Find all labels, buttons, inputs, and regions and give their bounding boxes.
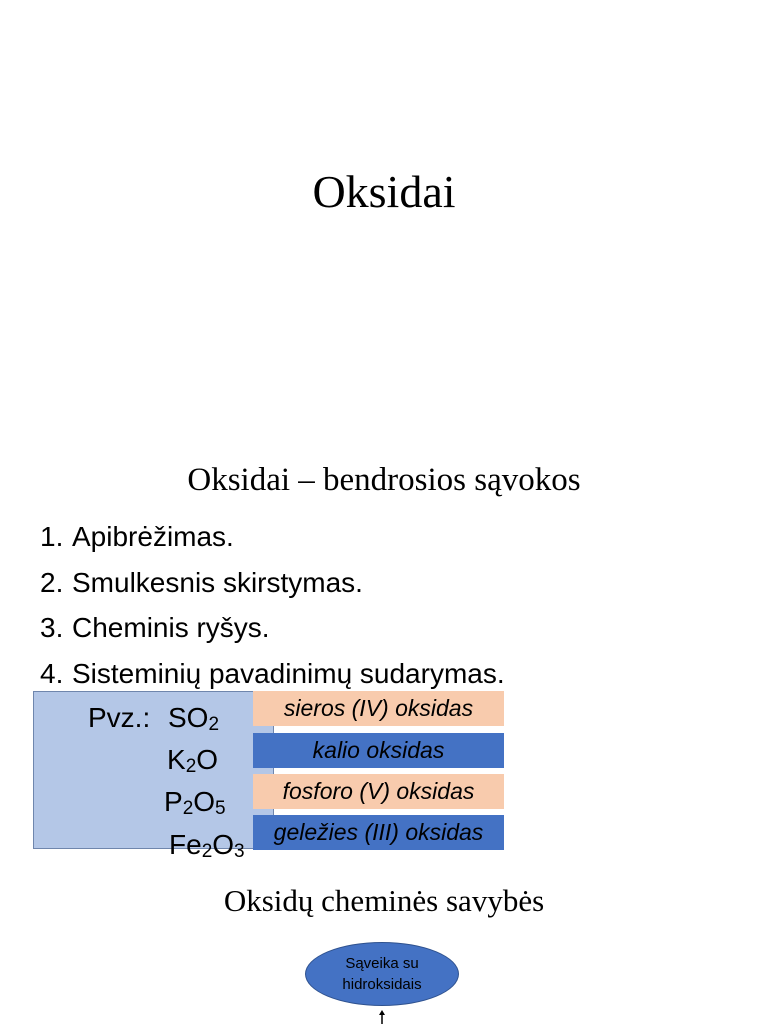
- list-item-number: 4.: [40, 657, 64, 689]
- list-item-text: Cheminis ryšys.: [72, 612, 270, 643]
- list-item-text: Smulkesnis skirstymas.: [72, 566, 363, 598]
- list-item: [40, 514, 505, 560]
- diagram-node-label: Sąveika su hidroksidais: [342, 955, 422, 993]
- formula-element: O: [193, 786, 216, 817]
- formula-k2o: [167, 744, 218, 783]
- concept-list: [40, 514, 505, 696]
- formula-subscript: 2: [182, 798, 194, 819]
- list-item-text: Sisteminių pavadinimų sudarymas.: [72, 657, 505, 689]
- formula-subscript: 2: [185, 756, 197, 777]
- formula-element: K: [167, 744, 186, 775]
- list-item-number: 2.: [40, 566, 64, 598]
- list-item-text: Apibrėžimas.: [72, 521, 234, 552]
- arrow-up-icon: [377, 1010, 387, 1024]
- formula-subscript: 2: [201, 841, 213, 862]
- formula-subscript: 5: [215, 798, 226, 819]
- slide-title-oksidai: Oksidai: [312, 166, 456, 217]
- name-tag-fosforo: fosforo (V) oksidas: [253, 774, 504, 809]
- formula-element: O: [196, 744, 219, 775]
- slide-title-bendrosios-savokos: Oksidai – bendrosios sąvokos: [187, 462, 581, 498]
- diagram-node-saveika: [305, 942, 459, 1006]
- formula-so2: [168, 702, 219, 741]
- list-item: [40, 605, 505, 651]
- formula-element: SO: [168, 702, 209, 733]
- formula-element: Fe: [169, 829, 202, 860]
- name-tag-gelezies: geležies (III) oksidas: [253, 815, 504, 850]
- list-item: [40, 651, 505, 697]
- list-item-number: 3.: [40, 612, 64, 643]
- slide-title-chemines-savybes: Oksidų cheminės savybės: [223, 883, 545, 918]
- formula-subscript: 2: [208, 714, 220, 735]
- examples-box: [33, 691, 274, 849]
- list-item: [40, 560, 505, 606]
- name-tag-sieros: sieros (IV) oksidas: [253, 691, 504, 726]
- formula-element: P: [164, 786, 183, 817]
- formula-subscript: 3: [234, 841, 245, 862]
- name-tag-kalio: kalio oksidas: [253, 733, 504, 768]
- formula-fe2o3: [169, 829, 245, 868]
- formula-p2o5: [164, 786, 226, 825]
- example-label: Pvz.:: [88, 702, 151, 733]
- list-item-number: 1.: [40, 521, 64, 552]
- formula-element: O: [212, 829, 235, 860]
